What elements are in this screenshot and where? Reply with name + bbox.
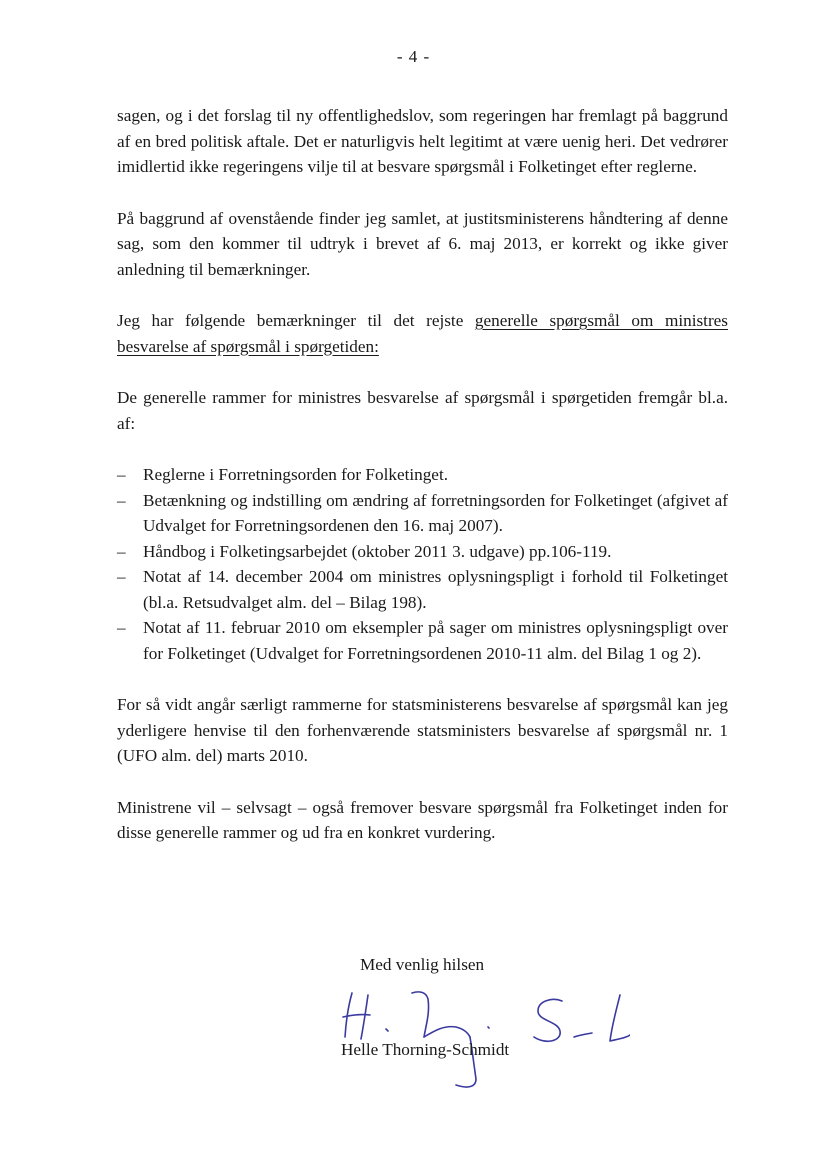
list-item-text: Betænkning og indstilling om ændring af forretningsorden for Folketinget (afgivet af Udvalget for Forretningsordenen den 16. maj 2007). — [143, 490, 728, 535]
paragraph-6: Ministrene vil – selvsagt – også fremover besvare spørgsmål fra Folketinget inden for disse generelle rammer og ud fra en konkret vurdering. — [117, 797, 728, 842]
list-dash: – — [117, 490, 126, 510]
paragraph-3-underlined: generelle spørgsmål om ministres besvarelse af spørgsmål i spørgetiden: — [117, 311, 728, 356]
source-list — [117, 462, 728, 666]
list-item — [117, 462, 728, 488]
page-number: - 4 - — [396, 47, 431, 66]
list-item-text: Notat af 14. december 2004 om ministres oplysningspligt i forhold til Folketinget (bl.a. Retsudvalget alm. del – Bilag 198). — [143, 567, 728, 612]
paragraph-5: For så vidt angår særligt rammerne for statsministerens besvarelse af spørgsmål kan jeg yderligere henvise til den forhenværende statsministers besvarelse af spørgsmål nr. 1 (UFO alm. del) marts 2010. — [117, 695, 728, 765]
list-item-text: Håndbog i Folketingsarbejdet (oktober 2011 3. udgave) pp.106-119. — [143, 541, 612, 561]
paragraph-2: På baggrund af ovenstående finder jeg samlet, at justitsministerens håndtering af denne sag, som den kommer til udtryk i brevet af 6. maj 2013, er korrekt og ikke giver anledning til bemærkninger. — [117, 208, 728, 279]
list-dash: – — [117, 541, 126, 561]
letter-body — [117, 103, 728, 846]
list-dash: – — [117, 618, 126, 637]
list-item — [117, 615, 728, 666]
list-dash: – — [117, 567, 126, 586]
paragraph-3-lead: Jeg har følgende bemærkninger til det rejste — [117, 311, 475, 330]
list-item — [117, 488, 728, 539]
list-item — [117, 564, 728, 615]
list-dash: – — [117, 465, 126, 484]
paragraph-1: sagen, og i det forslag til ny offentlighedslov, som regeringen har fremlagt på baggrund af en bred politisk aftale. Det er naturligvis helt legitimt at være uenig heri. Det vedrører imidlertid ikke regeringens vilje til at besvare spørgsmål i Folketinget efter reglerne. — [117, 106, 728, 176]
list-item-text: Reglerne i Forretningsorden for Folketinget. — [143, 465, 449, 484]
signer-name: Helle Thorning-Schmidt — [341, 1040, 510, 1059]
paragraph-3 — [117, 308, 728, 359]
list-item-text: Notat af 11. februar 2010 om eksempler på sager om ministres oplysningspligt over for Folketinget (Udvalget for Forretningsordenen 2010-11 alm. del Bilag 1 og 2). — [143, 618, 728, 663]
paragraph-4: De generelle rammer for ministres besvarelse af spørgsmål i spørgetiden fremgår bl.a. af: — [117, 388, 728, 433]
list-item — [117, 539, 728, 565]
closing-greeting: Med venlig hilsen — [360, 955, 485, 974]
